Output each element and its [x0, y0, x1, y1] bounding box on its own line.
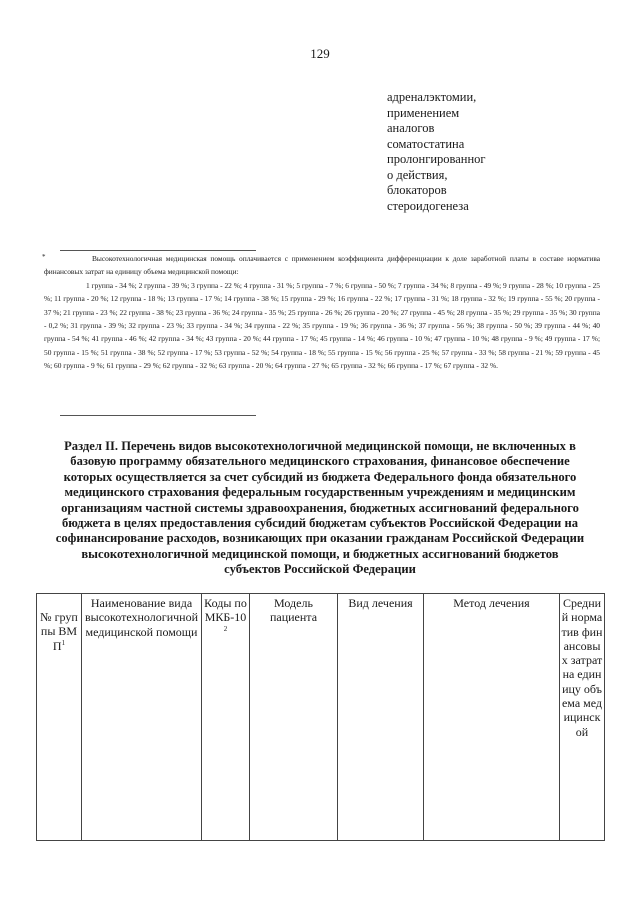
header-patient-model: Модель пациента	[250, 594, 338, 841]
footnote-ref: 2	[223, 624, 228, 633]
footnote-group-coefficients: 1 группа - 34 %; 2 группа - 39 %; 3 группа - 22 %; 4 группа - 31 %; 5 группа - 7 %; 6 группа - 50 %; 7 группа - 34 %; 8 группа - 49 %; 9 группа - 28 %; 10 группа - 25 %; 11 группа - 20 %; 12 группа - 18 %; 13 группа - 17 %; 14 группа - 38 %; 15 группа - 29 %; 16 группа - 22 %; 17 группа - 31 %; 18 группа - 32 %; 19 группа - 55 %; 20 группа - 37 %; 21 группа - 23 %; 22 группа - 38 %; 23 группа - 36 %; 24 группа - 35 %; 25 группа - 26 %; 26 группа - 20 %; 27 группа - 45 %; 28 группа - 35 %; 29 группа - 35 %; 30 группа - 0,2 %; 31 группа - 39 %; 32 группа - 23 %; 33 группа - 34 %; 34 группа - 22 %; 35 группа - 19 %; 36 группа - 36 %; 37 группа - 56 %; 38 группа - 50 %; 39 группа - 44 %; 40 группа - 54 %; 41 группа - 46 %; 42 группа - 34 %; 43 группа - 20 %; 44 группа - 17 %; 45 группа - 14 %; 46 группа - 10 %; 47 группа - 10 %; 48 группа - 9 %; 49 группа - 17 %; 50 группа - 15 %; 51 группа - 38 %; 52 группа - 17 %; 53 группа - 52 %; 54 группа - 18 %; 55 группа - 15 %; 56 группа - 25 %; 57 группа - 33 %; 58 группа - 21 %; 59 группа - 45 %; 60 группа - 9 %; 61 группа - 29 %; 62 группа - 32 %; 63 группа - 20 %; 64 группа - 27 %; 65 группа - 32 %; 66 группа - 17 %; 67 группа - 32 %.	[44, 280, 600, 371]
footnote-marker: *	[42, 253, 46, 261]
cell-line: аналогов	[387, 121, 435, 135]
header-icd-codes-text: Коды по МКБ-10	[204, 596, 247, 625]
cell-line: соматостатина	[387, 136, 465, 151]
section-title: Раздел II. Перечень видов высокотехнологичной медицинской помощи, не включенных в базовую программу обязательного медицинского страхования, финансовое обеспечение которых осуществляется за счет субсидий из бюджета Федерального фонда обязательного медицинского страхования федеральным государственным учреждениям и медицинским организациям частной системы здравоохранения, бюджетных ассигнований федерального бюджета в целях предоставления субсидий бюджетам субъектов Российской Федерации на софинансирование расходов, возникающих при оказании гражданам Российской Федерации высокотехнологичной медицинской помощи, и бюджетных ассигнований бюджетов субъектов Российской Федерации	[55, 439, 585, 577]
footnote-ref: 1	[61, 638, 66, 647]
cell-line: блокаторов	[387, 183, 447, 197]
footnote-intro: Высокотехнологичная медицинская помощь оплачивается с применением коэффициента дифференциации к доле заработной платы в составе норматива финансовых затрат на единицу объема медицинской помощи:	[44, 254, 600, 277]
footnote	[44, 252, 600, 373]
footnote-separator-bottom	[60, 415, 256, 416]
header-group-number	[37, 594, 82, 841]
header-vmp-name: Наименование вида высокотехнологичной медицинской помощи	[82, 594, 202, 841]
table-header-row	[37, 594, 605, 841]
cell-line: стероидогенеза	[387, 198, 469, 213]
continued-table-cell	[387, 90, 527, 214]
header-group-number-text: № группы ВМП	[40, 610, 78, 653]
cell-line: адреналэктомии,	[387, 90, 477, 104]
header-treatment-kind: Вид лечения	[338, 594, 424, 841]
header-icd-codes	[202, 594, 250, 841]
header-average-cost: Средний норматив финансовых затрат на единицу объема медицинской	[560, 594, 605, 841]
cell-line: применением	[387, 105, 460, 120]
cell-line: пролонгированног	[387, 152, 486, 166]
page-number: 129	[310, 46, 330, 61]
header-treatment-method: Метод лечения	[424, 594, 560, 841]
cell-line: о действия,	[387, 167, 448, 182]
footnote-separator-top	[60, 250, 256, 251]
vmp-table	[36, 593, 605, 841]
